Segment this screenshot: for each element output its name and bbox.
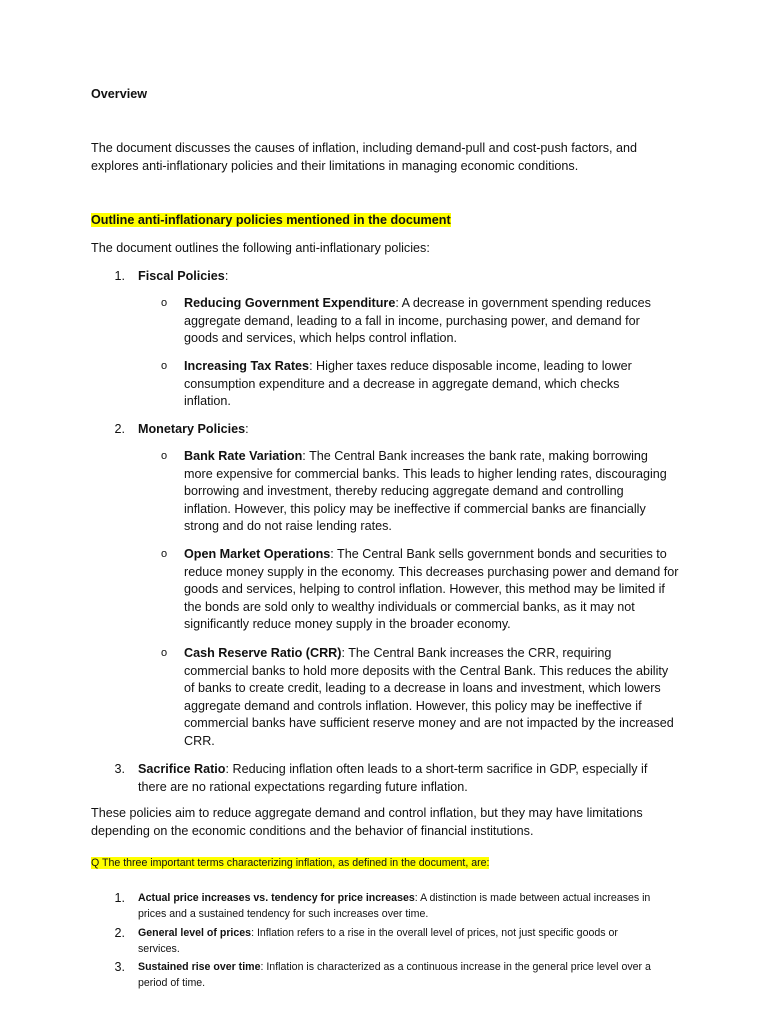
list-number: 1. <box>114 891 125 905</box>
policy-title: Monetary Policies: <box>138 422 249 436</box>
term-text: Sustained rise over time: Inflation is characterized as a continuous increase in the general price level over a period of time. <box>138 961 651 989</box>
list-number: 1. <box>114 269 125 283</box>
overview-heading: Overview <box>91 87 148 101</box>
bullet-circle-icon: o <box>160 647 168 659</box>
sub-item-text: Cash Reserve Ratio (CRR): The Central Bank increases the CRR, requiring commercial banks to hold more deposits with the Central Bank. This reduces the ability of banks to create credit, leading to a decrease in loans and investment, which lowers aggregate demand and controls inflation. However, this policy may be ineffective if commercial banks have sufficient reserve money and are not impacted by the increased CRR. <box>184 646 674 748</box>
policy-title: Fiscal Policies: <box>138 269 229 283</box>
term-text: General level of prices: Inflation refers to a rise in the overall level of prices, not just specific goods or services. <box>138 927 618 955</box>
list-number: 3. <box>114 960 125 974</box>
sub-item-text: Open Market Operations: The Central Bank sells government bonds and securities to reduce money supply in the economy. This decreases purchasing power and demand for goods and services, helping to control inflation. However, this method may be limited if the bonds are sold only to wealthy individuals or commercial banks, as it may not significantly reduce money supply in the broader economy. <box>184 547 679 632</box>
section-intro: The document outlines the following anti-inflationary policies: <box>91 241 430 255</box>
bullet-circle-icon: o <box>160 360 168 372</box>
bullet-circle-icon: o <box>160 297 168 309</box>
bullet-circle-icon: o <box>160 548 168 560</box>
sub-item-text: Reducing Government Expenditure: A decrease in government spending reduces aggregate demand, leading to a fall in income, purchasing power, and demand for goods and services, which helps control inflation. <box>184 296 651 346</box>
policy-text: Sacrifice Ratio: Reducing inflation often leads to a short-term sacrifice in GDP, especially if there are no rational expectations regarding future inflation. <box>138 762 648 794</box>
list-number: 3. <box>114 762 125 776</box>
summary-paragraph: These policies aim to reduce aggregate demand and control inflation, but they may have limitations depending on the economic conditions and the behavior of financial institutions. <box>91 806 643 838</box>
bullet-circle-icon: o <box>160 450 168 462</box>
term-text: Actual price increases vs. tendency for price increases: A distinction is made between actual increases in prices and a sustained tendency for such increases over time. <box>138 892 651 920</box>
sub-item-text: Bank Rate Variation: The Central Bank increases the bank rate, making borrowing more expensive for commercial banks. This leads to higher lending rates, discouraging borrowing and investment, thereby reducing aggregate demand and controlling inflation. However, this policy may be ineffective if commercial banks are financially strong and do not raise lending rates. <box>184 449 667 534</box>
list-number: 2. <box>114 926 125 940</box>
list-number: 2. <box>114 422 125 436</box>
question-heading: Q The three important terms characterizing inflation, as defined in the document, are: <box>91 857 490 869</box>
section-heading: Outline anti-inflationary policies mentioned in the document <box>91 213 451 227</box>
sub-item-text: Increasing Tax Rates: Higher taxes reduce disposable income, leading to lower consumption expenditure and a decrease in aggregate demand, which checks inflation. <box>184 359 632 409</box>
intro-paragraph: The document discusses the causes of inflation, including demand-pull and cost-push factors, and explores anti-inflationary policies and their limitations in managing economic conditions. <box>91 141 638 173</box>
